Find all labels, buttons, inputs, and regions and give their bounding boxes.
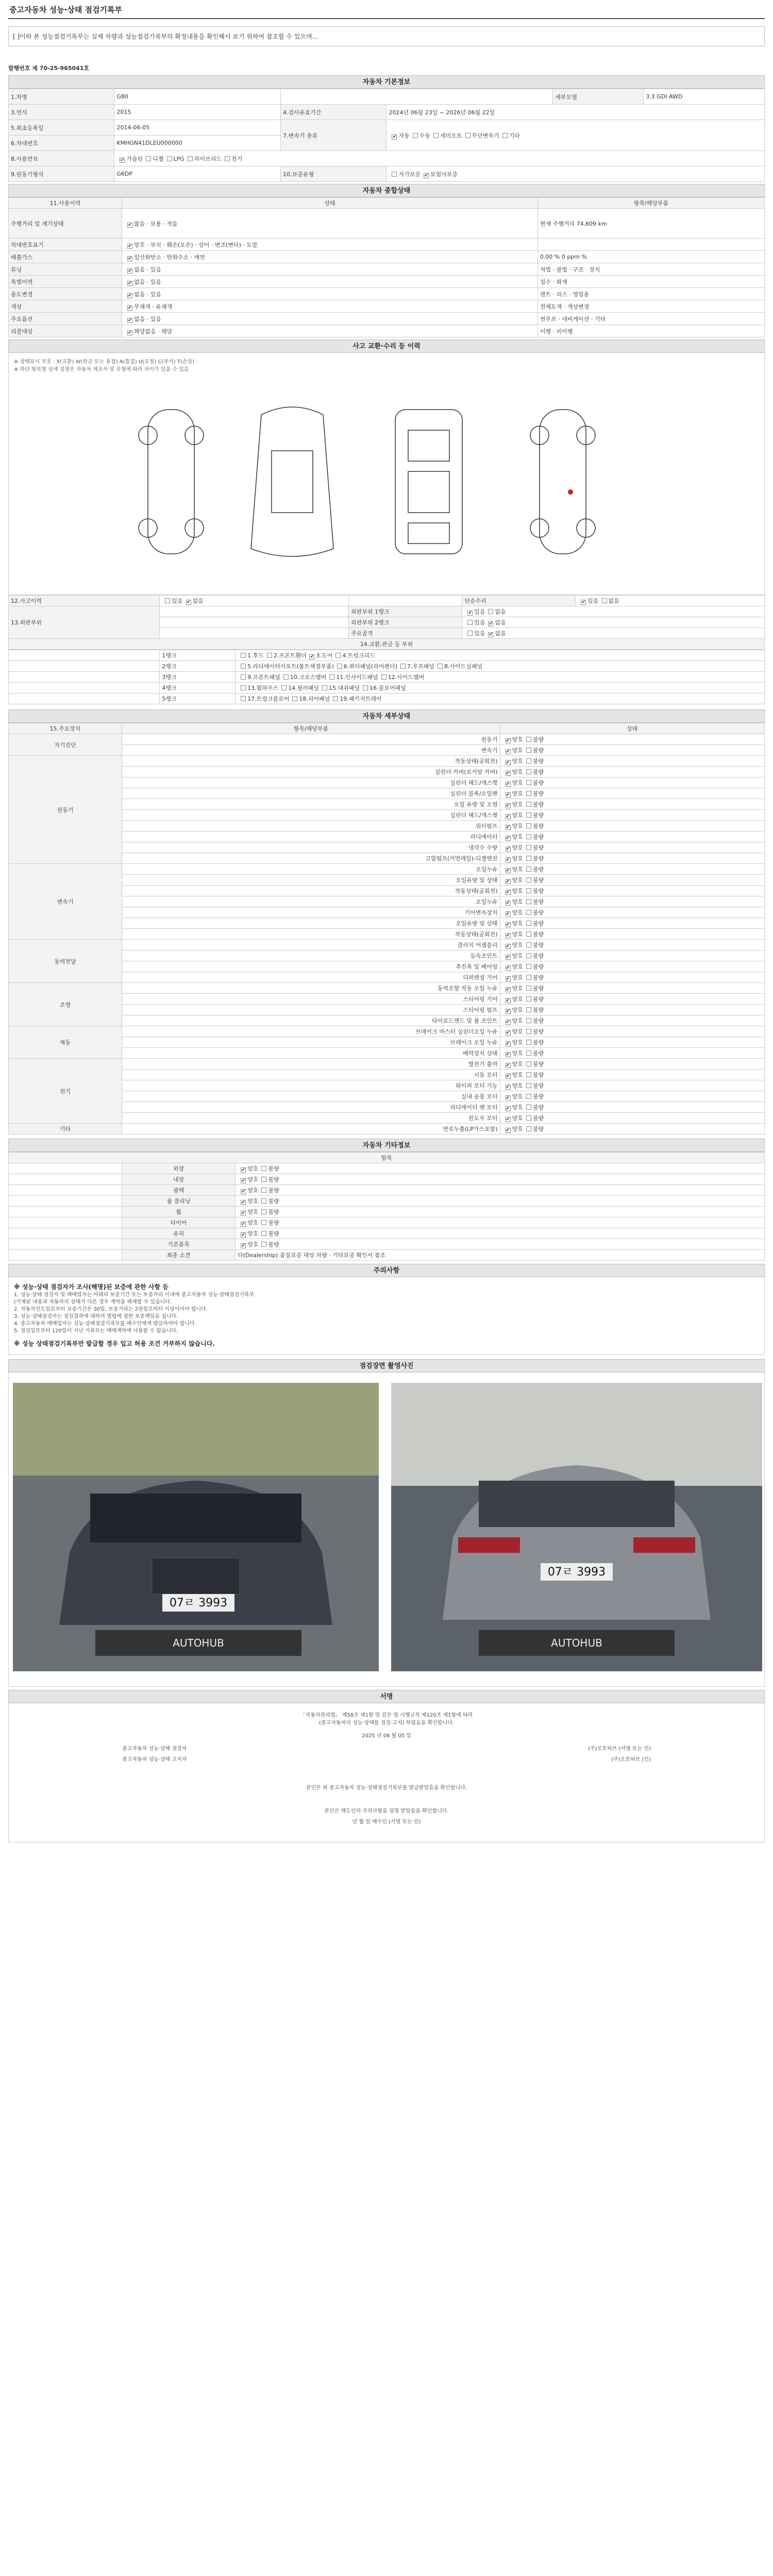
item-state: ✔ 양호 불량 [500,886,764,896]
sign-text: 「자동차관리법」 제58조 제1항 및 같은 법 시행규칙 제120조 제1항에 따라 [300,1713,473,1718]
item-label: 오일유량 및 상태 [122,918,500,929]
checkbox-row: ✔ 가솔린 디젤 LPG 하이브리드 전기 [114,151,765,166]
checkbox-row: ✔ 있음 없음 [576,596,765,606]
item-state: ✔ 양호 불량 [500,972,764,983]
row-detail: 0.00 % 0 ppm % [537,251,764,263]
item-state: ✔ 양호 불량 [500,1113,764,1124]
table-row [9,276,765,288]
row-detail: 전체도색 · 색상변경 [537,300,764,313]
checkbox-row: 있음✔ 없음 [160,596,349,606]
overall-header: 자동차 종합상태 [8,184,765,197]
table-row [9,1037,765,1048]
table-row [9,1059,765,1070]
item-label: 등속조인트 [122,951,500,961]
table-row: 5랭크 17.트렁크플로어 18.리어패널 19.패키지트레이 [9,693,765,704]
item-label: 브레이크 오일 누유 [122,1037,500,1048]
table-row [9,886,765,896]
table-row [9,1217,765,1228]
table-row [9,940,765,951]
column-header: 상태 [500,723,764,734]
table-row [9,864,765,875]
table-row [9,1070,765,1080]
sign-text: 본인은 위 중고자동차 성능·상태점검기록부를 발급받았음을 확인합니다. [306,1785,467,1791]
brand-text: AUTOHUB [551,1637,602,1649]
label: 12.사고이력 [9,596,160,606]
table-row [9,929,765,940]
item-state: ✔ 양호 불량 [500,1080,764,1091]
item-label: 스티어링 기어 [122,994,500,1005]
item-state: ✔ 양호 불량 [500,994,764,1005]
table-row [9,896,765,907]
item-state: ✔ 양호 불량 [500,799,764,810]
sign-header: 서명 [8,1690,765,1703]
row-detail: 렌트 · 리스 · 영업용 [537,288,764,300]
group-label: 전기 [9,1059,122,1124]
table-row: 2랭크 5.라디에이터서포트(볼트체결부품) 6.쿼터패널(리어펜더) 7.루프패널 8.사이드실패널 [9,661,765,672]
item-state: ✔ 양호 불량 [500,1015,764,1026]
document [8,0,765,1842]
row-state: ✔ 양호 불량 [236,1228,765,1239]
item-label: 작동상태(공회전) [122,756,500,767]
table-row [9,853,765,864]
table-row [9,1113,765,1124]
sign-text: 본인은 매도인의 주의사항을 설명 받았음을 확인합니다. [324,1808,449,1814]
table-row [9,832,765,842]
row-label: 특별이력 [9,276,122,288]
sign-name: (주)오토허브 (서명 또는 인) [588,1746,651,1752]
sign-date: 2025 년 08 월 05 일 [362,1733,411,1739]
item-state: ✔ 양호 불량 [500,777,764,788]
table-row [9,251,765,263]
notes-header: 주의사항 [8,1264,765,1277]
item-state: ✔ 양호 불량 [500,983,764,994]
row-detail: 침수 · 화재 [537,276,764,288]
table-row [9,983,765,994]
row-label: 휠 [122,1207,236,1217]
item-state: ✔ 양호 불량 [500,929,764,940]
item-label: 윈도우 모터 [122,1113,500,1124]
item-label: 동력조향 작동 오일 누유 [122,983,500,994]
table-row [9,767,765,777]
row-label: 주행거리 및 계기상태 [9,209,122,239]
note-line: 2. 자동차인도일로부터 보증기간은 30일, 보증거리는 2천킬로미터 이상이어야 합니다. [14,1307,208,1312]
item-state: ✔ 양호 불량 [500,864,764,875]
item-state: ✔ 양호 불량 [500,745,764,756]
table-row [9,1124,765,1134]
group-label: 자기진단 [9,734,122,756]
table-row [9,918,765,929]
page-title: 중고자동차 성능·상태 점검기록부 [8,0,765,19]
note-line: 5. 점검일로부터 120일이 지난 기록부는 매매계약에 사용할 수 없습니다. [14,1328,178,1334]
table-row [9,842,765,853]
label: 6.차대번호 [9,135,114,151]
parts-table [8,650,765,704]
exterior-header: 사고 교환·수리 등 이력 [8,340,765,353]
item-state: ✔ 양호 불량 [500,1102,764,1113]
table-row [9,1174,765,1185]
row-state: ✔ 없음 · 있음 [122,263,538,276]
table-row [9,799,765,810]
table-row [9,810,765,821]
table-row [9,313,765,325]
table-row [9,239,765,251]
row-state: ✔ 없음 · 있음 [122,313,538,325]
item-label: 디퍼렌셜 기어 [122,972,500,983]
detail-table [8,723,765,1134]
item-label: 연료누출(LP가스포함) [122,1124,500,1134]
table-row [9,734,765,745]
car-photo-front [13,1383,379,1671]
row-label: 유리 [122,1228,236,1239]
item-label: 스티어링 펌프 [122,1005,500,1015]
label: 주요골격 [349,628,462,639]
row-label: 리콜대상 [9,325,122,337]
certificate-number: 발행번호 제 70-25-965041호 [8,65,90,72]
photos-header: 점검장면 촬영사진 [8,1359,765,1372]
table-row [9,1102,765,1113]
row-state: ✔ 양호 불량 [236,1174,765,1185]
car-diagram [107,394,674,580]
item-state: ✔ 양호 불량 [500,767,764,777]
row-label: 배출가스 [9,251,122,263]
item-label: 오일누유 [122,864,500,875]
table-row [9,263,765,276]
row-detail: 이행 · 미이행 [537,325,764,337]
note-line: 1. 성능·상태 점검자 및 매매업자는 아래의 보증기간 또는 보증거리 이내에 중고자동차 성능·상태점검기록부 [14,1292,255,1298]
row-state: ✔ 많음 · 보통 · 적음 [122,209,538,239]
item-label: 실린더 헤드/개스켓 [122,777,500,788]
table-row [9,1250,765,1261]
table-row [9,209,765,239]
item-label: 작동상태(공회전) [122,886,500,896]
etc-header: 자동차 기타정보 [8,1139,765,1152]
item-state: ✔ 양호 불량 [500,1059,764,1070]
row-label: 주요옵션 [9,313,122,325]
table-row [9,875,765,886]
sign-text: 년 월 일 매수인 (서명 또는 인) [352,1819,421,1825]
row-label: 타이어 [122,1217,236,1228]
note-line: 3. 성능·상태점검자는 점검결과에 대하여 법령에 정한 보증책임을 집니다. [14,1314,178,1319]
item-label: 워터펌프 [122,821,500,832]
item-state: ✔ 양호 불량 [500,907,764,918]
row-state: ✔ 일산화탄소 · 탄화수소 · 매연 [122,251,538,263]
item-label: 원동기 [122,734,500,745]
sign-name: (주)오토허브 (인) [611,1757,651,1762]
table-row [9,1080,765,1091]
sign-panel [8,1703,765,1842]
item-label: 시동 모터 [122,1070,500,1080]
item-label: 실린더 블록/오일팬 [122,788,500,799]
group-label: 제동 [9,1026,122,1059]
item-state: ✔ 양호 불량 [500,1005,764,1015]
item-state: ✔ 양호 불량 [500,842,764,853]
row-detail: 현재 주행거리 74,609 km [537,209,764,239]
table-row [9,1196,765,1207]
row-label: 광택 [122,1185,236,1196]
column-header: 15.주요장치 [9,723,122,734]
row-state: ✔ 무채색 · 유채색 [122,300,538,313]
row-detail [537,239,764,251]
label: 7.변속기 종류 [281,120,386,151]
group-label: 동력전달 [9,940,122,983]
item-label: 배력장치 상태 [122,1048,500,1059]
item-label: 추진축 및 베어링 [122,961,500,972]
table-row [9,994,765,1005]
table-row: 4랭크 13.휠하우스 14.필러패널 15.대쉬패널 16.플로어패널 [9,683,765,693]
row-state: ✔ 없음 · 있음 [122,276,538,288]
table-row [9,951,765,961]
table-row [9,756,765,767]
label: 3.연식 [9,105,114,120]
table-row: 3랭크 9.프론트패널 10.크로스멤버 11.인사이드패널 12.사이드멤버 [9,672,765,683]
damage-mark [568,489,573,495]
table-row [9,1091,765,1102]
label: 14.교환,판금 등 부위 [9,639,765,650]
table-row [9,1048,765,1059]
notes-box [8,1277,765,1355]
item-label: 라디에이터 [122,832,500,842]
item-label: 브레이크 마스터 실린더오일 누유 [122,1026,500,1037]
row-label: 내장 [122,1174,236,1185]
table-row [9,777,765,788]
row-state: ✔ 해당없음 · 해당 [122,325,538,337]
item-label: 실린더 커버(로커암 커버) [122,767,500,777]
label: 1.차명 [9,89,114,105]
table-row [9,745,765,756]
row-state: ✔ 양호 불량 [236,1163,765,1174]
row-detail: 썬루프 · 네비게이션 · 기타 [537,313,764,325]
value: G6DP [114,166,281,182]
row-label: 용도변경 [9,288,122,300]
label: 9.원동기형식 [9,166,114,182]
parts-row: 17.트렁크플로어 18.리어패널 19.패키지트레이 [236,693,765,704]
table-row [9,907,765,918]
label: 세부모델 [553,89,644,105]
label: 8.사용연료 [9,151,114,166]
item-label: 타이로드엔드 및 볼 조인트 [122,1015,500,1026]
basic-info-header: 자동차 기본정보 [8,75,765,89]
table-row [9,821,765,832]
row-label: 기본품목 [122,1239,236,1250]
item-label: 오일누유 [122,896,500,907]
item-label: 기어변속장치 [122,907,500,918]
item-label: 고압펌프(커먼레일)-디젤엔진 [122,853,500,864]
column-header: 항목/해당부품 [537,198,764,209]
label: 10.보증유형 [281,166,386,182]
accident-table: 12.사고이력 있음✔ 없음 단순수리 ✔ 있음 없음 13.외판부위 외판부위 1랭크 ✔ 있음 없음 외판부위 2랭크 있음✔ 없음 주요골격 있음✔ 없음 14.교환,판금 등 부위 [8,595,765,650]
group-label: 원동기 [9,756,122,864]
row-state: ✔ 양호 불량 [236,1217,765,1228]
car-photo-rear [391,1383,762,1671]
item-state: ✔ 양호 불량 [500,940,764,951]
item-state: ✔ 양호 불량 [500,821,764,832]
parts-row: 13.휠하우스 14.필러패널 15.대쉬패널 16.플로어패널 [236,683,765,693]
item-label: 클러치 어셈블리 [122,940,500,951]
row-label: 색상 [9,300,122,313]
item-label: 와이퍼 모터 기능 [122,1080,500,1091]
basic-info-table [8,89,765,182]
notes-title: ※ 성능·상태 점검자가 조사(해명)된 보증에 관한 사항 등 [14,1283,169,1291]
value: G80 [114,89,281,105]
item-label: 냉각수 수량 [122,842,500,853]
row-state: ✔ 양호 불량 [236,1196,765,1207]
item-state: ✔ 양호 불량 [500,951,764,961]
table-row [9,1026,765,1037]
row-detail: 적법 · 불법 · 구조 · 장치 [537,263,764,276]
group-label: 기타 [9,1124,122,1134]
item-label: 변속기 [122,745,500,756]
parts-row: 9.프론트패널 10.크로스멤버 11.인사이드패널 12.사이드멤버 [236,672,765,683]
row-label: 최종 소견 [122,1250,236,1261]
row-state: ✔ 양호 불량 [236,1239,765,1250]
item-label: 실린더 헤드/개스켓 [122,810,500,821]
legend: ※ 상태표시 부호 : X(교환) W(판금 또는 용접) A(흠집) U(요철) C(부식) T(손상) ※ 하단 항목별 상세 설명은 자동차 제조사 및 유형에 따라 차이가 있을 수 있음 [14,359,195,372]
label: 13.외판부위 [9,606,160,639]
parts-row: 5.라디에이터서포트(볼트체결부품) 6.쿼터패널(리어펜더) 7.루프패널 8.사이드실패널 [236,661,765,672]
table-row [9,325,765,337]
item-state: ✔ 양호 불량 [500,1124,764,1134]
value: 2014-06-05 [114,120,281,135]
table-row [9,972,765,983]
note-line: (기재된 내용과 자동차의 상태가 다른 경우 계약을 해제할 수 있습니다. [14,1299,172,1305]
item-label: 작동상태(공회전) [122,929,500,940]
item-label: 오일유량 및 상태 [122,875,500,886]
sign-role: 중고자동차 성능·상태 점검자 [122,1746,187,1752]
table-row [9,1015,765,1026]
item-label: 오일 유량 및 오염 [122,799,500,810]
item-label: 발전기 출력 [122,1059,500,1070]
item-state: ✔ 양호 불량 [500,1091,764,1102]
table-row [9,300,765,313]
sign-role: 중고자동차 성능·상태 고지자 [122,1757,187,1762]
label: 단순수리 [462,596,576,606]
sign-text: (중고자동차의 성능·상태를 점검·고지) 하였음을 확인합니다. [319,1720,454,1726]
table-row [9,1185,765,1196]
row-state: ✔ 양호 불량 [236,1207,765,1217]
row-label: 외장 [122,1163,236,1174]
value: 2015 [114,105,281,120]
checkbox-row: ✔ 자동 수동 세미오토 무단변속기 기타 [386,120,765,151]
group-label: 조향 [9,983,122,1026]
item-state: ✔ 양호 불량 [500,788,764,799]
table-row [9,288,765,300]
row-state: ✔ 양호 불량 [236,1185,765,1196]
note-line: 4. 중고자동차 매매업자는 성능·상태점검기록부를 매수인에게 발급하여야 합니다. [14,1321,196,1327]
row-label: 룸 클리닝 [122,1196,236,1207]
table-row [9,1239,765,1250]
item-state: ✔ 양호 불량 [500,1048,764,1059]
table-row [9,1005,765,1015]
item-state: ✔ 양호 불량 [500,1070,764,1080]
note-final: ※ 성능 상태점검기록부만 발급할 경우 입고 허용 조건 거부하지 않습니다. [14,1340,215,1347]
table-row [9,961,765,972]
row-state: ✔ 없음 · 있음 [122,288,538,300]
value: 3.3 GDI AWD [644,89,765,105]
item-label: 실내 송풍 모터 [122,1091,500,1102]
table-row: 1랭크 1.후드 2.프론트휀더✔ 3.도어 4.트렁크리드 [9,650,765,661]
item-state: ✔ 양호 불량 [500,896,764,907]
column-header: 항목/해당부품 [122,723,500,734]
label: 4.검사유효기간 [281,105,386,120]
car-diagram-panel [8,353,765,595]
notice-box: [ ]이하 본 성능점검기록부는 실제 차량과 성능점검기록부의 확정내용을 확인해서 보기 위하여 참조할 수 있으며... [8,26,765,46]
item-state: ✔ 양호 불량 [500,853,764,864]
item-state: ✔ 양호 불량 [500,810,764,821]
row-state: 타(Dealership) 품질보증 대상 차량 · 기타보증 확인서 참조 [236,1250,765,1261]
table-row [9,788,765,799]
detail-header: 자동차 세부상태 [8,709,765,723]
label: 외판부위 1랭크 [349,606,462,617]
item-state: ✔ 양호 불량 [500,1026,764,1037]
plate-text: 07ㄹ 3993 [169,1597,228,1609]
item-state: ✔ 양호 불량 [500,734,764,745]
item-state: ✔ 양호 불량 [500,918,764,929]
item-state: ✔ 양호 불량 [500,756,764,767]
item-label: 라디에이터 팬 모터 [122,1102,500,1113]
checkbox-row: 자가보증✔ 보험사보증 [386,166,765,182]
label: 외판부위 2랭크 [349,617,462,628]
brand-text: AUTOHUB [173,1637,224,1649]
table-row [9,1228,765,1239]
label: 5.최초등록일 [9,120,114,135]
item-state: ✔ 양호 불량 [500,1037,764,1048]
column-header: 11.사용이력 [9,198,122,209]
column-header: 항목 [9,1153,765,1163]
value: KMHGN41DLEU000000 [114,135,281,151]
item-state: ✔ 양호 불량 [500,875,764,886]
photos-panel [8,1372,765,1687]
item-state: ✔ 양호 불량 [500,961,764,972]
etc-table [8,1152,765,1261]
table-row [9,1207,765,1217]
row-label: 차대번호표기 [9,239,122,251]
overall-table [8,197,765,337]
group-label: 변속기 [9,864,122,940]
item-state: ✔ 양호 불량 [500,832,764,842]
plate-text: 07ㄹ 3993 [547,1566,606,1579]
value: 2024년 06월 23일 ~ 2026년 06월 22일 [386,105,765,120]
row-state: ✔ 양호 · 부식 · 훼손(오손) · 상이 · 변조(변타) · 도말 [122,239,538,251]
table-row [9,1163,765,1174]
column-header: 상태 [122,198,538,209]
row-label: 튜닝 [9,263,122,276]
parts-row: 1.후드 2.프론트휀더✔ 3.도어 4.트렁크리드 [236,650,765,661]
